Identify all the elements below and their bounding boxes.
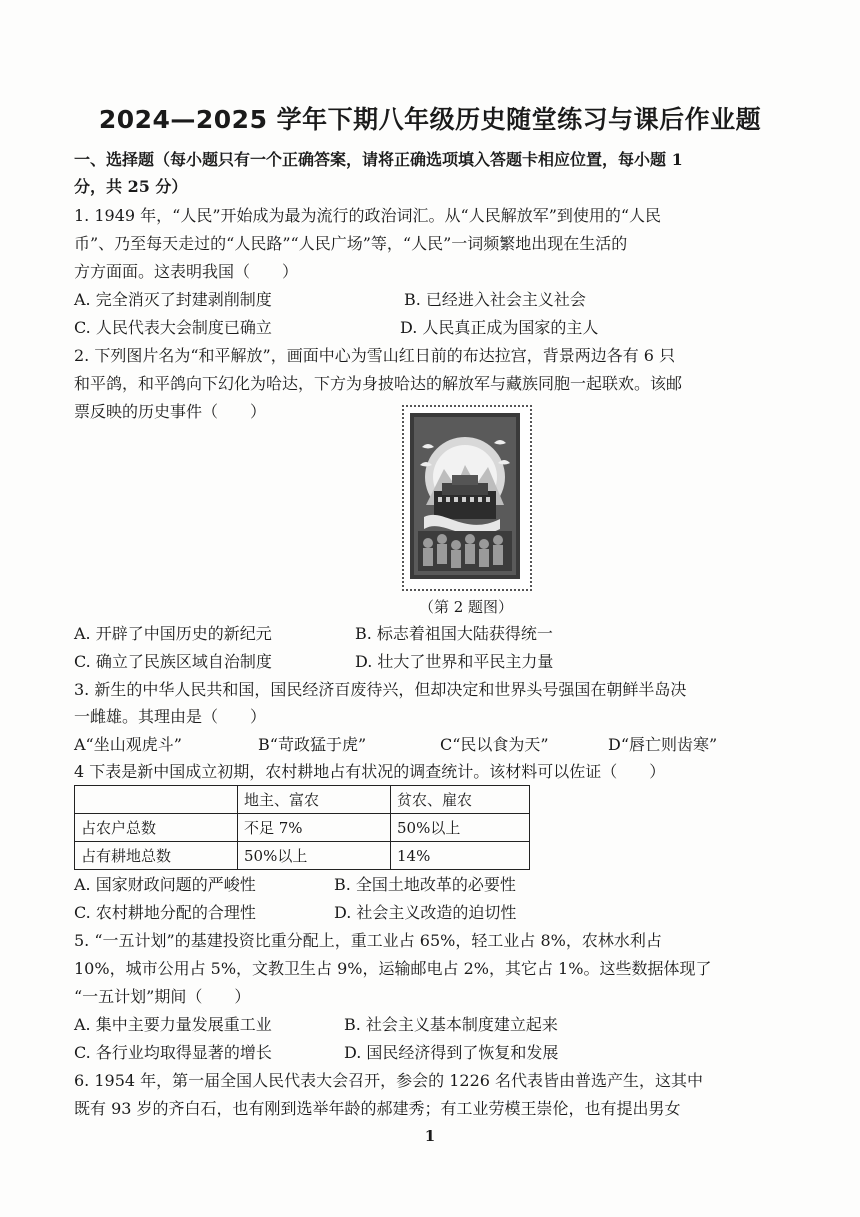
- q4-stem-line1: 4 下表是新中国成立初期，农村耕地占有状况的调查统计。该材料可以佐证（ ）: [74, 762, 666, 781]
- q5-option-a: A. 集中主要力量发展重工业: [74, 1015, 272, 1034]
- table-row: [75, 814, 530, 842]
- table-header-row: [75, 786, 530, 814]
- q1-option-d: D. 人民真正成为国家的主人: [400, 318, 599, 337]
- q2-stem-line3: 票反映的历史事件（ ）: [74, 402, 267, 421]
- q5-stem-line3: “一五计划”期间（ ）: [74, 987, 251, 1006]
- q1-option-c: C. 人民代表大会制度已确立: [74, 318, 272, 337]
- q2-option-b: B. 标志着祖国大陆获得统一: [355, 624, 553, 643]
- section-heading-line1: 一、选择题（每小题只有一个正确答案，请将正确选项填入答题卡相应位置，每小题 1: [74, 150, 683, 169]
- table-header-cell: 地主、富农: [238, 786, 391, 814]
- table-cell: 占农户总数: [75, 814, 238, 842]
- table-cell: 占有耕地总数: [75, 842, 238, 870]
- section-heading-line2: 分，共 25 分）: [74, 177, 188, 196]
- survey-table: [74, 785, 530, 870]
- q1-option-a: A. 完全消灭了封建剥削制度: [74, 290, 272, 309]
- q2-stem-line1: 2. 下列图片名为“和平解放”，画面中心为雪山红日前的布达拉宫，背景两边各有 6 只: [74, 346, 676, 365]
- table-cell: 50%以上: [238, 842, 391, 870]
- q1-option-b: B. 已经进入社会主义社会: [404, 290, 586, 309]
- stamp-image: [402, 405, 532, 591]
- table-row: [75, 842, 530, 870]
- q1-stem-line1: 1. 1949 年，“人民”开始成为最为流行的政治词汇。从“人民解放军”到使用的“人民: [74, 206, 662, 225]
- q3-option-b: B“苛政猛于虎”: [258, 735, 367, 754]
- q3-option-c: C“民以食为天”: [440, 735, 549, 754]
- q4-option-c: C. 农村耕地分配的合理性: [74, 903, 256, 922]
- q1-stem-line3: 方方面面。这表明我国（ ）: [74, 262, 299, 281]
- q6-stem-line2: 既有 93 岁的齐白石，也有刚到选举年龄的郝建秀；有工业劳模王崇伦，也有提出男女: [74, 1099, 681, 1118]
- q4-option-d: D. 社会主义改造的迫切性: [334, 903, 517, 922]
- q2-option-d: D. 壮大了世界和平民主力量: [355, 652, 554, 671]
- q6-stem-line1: 6. 1954 年，第一届全国人民代表大会召开，参会的 1226 名代表皆由普选产生，这其中: [74, 1071, 704, 1090]
- page-number: 1: [424, 1127, 436, 1145]
- q3-stem-line1: 3. 新生的中华人民共和国，国民经济百废待兴，但却决定和世界头号强国在朝鲜半岛决: [74, 680, 687, 699]
- q2-stem-line2: 和平鸽，和平鸽向下幻化为哈达，下方为身披哈达的解放军与藏族同胞一起联欢。该邮: [74, 374, 683, 393]
- table-cell: 50%以上: [391, 814, 530, 842]
- q3-option-d: D“唇亡则齿寒”: [608, 735, 718, 754]
- table-cell: 14%: [391, 842, 530, 870]
- q5-stem-line2: 10%，城市公用占 5%，文教卫生占 9%，运输邮电占 2%，其它占 1%。这些数据体现了: [74, 959, 712, 978]
- figure-caption: （第 2 题图）: [418, 598, 514, 616]
- table-header-cell: 贫农、雇农: [391, 786, 530, 814]
- q4-option-a: A. 国家财政问题的严峻性: [74, 875, 256, 894]
- q2-option-c: C. 确立了民族区域自治制度: [74, 652, 272, 671]
- page-title: 2024—2025 学年下期八年级历史随堂练习与课后作业题: [98, 105, 762, 134]
- q5-stem-line1: 5. “一五计划”的基建投资比重分配上，重工业占 65%，轻工业占 8%，农林水利占: [74, 931, 662, 950]
- q5-option-c: C. 各行业均取得显著的增长: [74, 1043, 272, 1062]
- q5-option-b: B. 社会主义基本制度建立起来: [344, 1015, 558, 1034]
- q3-option-a: A“坐山观虎斗”: [74, 735, 182, 754]
- table-header-cell: [75, 786, 238, 814]
- q3-stem-line2: 一雌雄。其理由是（ ）: [74, 707, 267, 726]
- q5-option-d: D. 国民经济得到了恢复和发展: [344, 1043, 559, 1062]
- table-cell: 不足 7%: [238, 814, 391, 842]
- q2-option-a: A. 开辟了中国历史的新纪元: [74, 624, 272, 643]
- q1-stem-line2: 币”、乃至每天走过的“人民路”“人民广场”等，“人民”一词频繁地出现在生活的: [74, 234, 628, 253]
- q4-option-b: B. 全国土地改革的必要性: [334, 875, 516, 894]
- stamp-illustration: [404, 407, 526, 585]
